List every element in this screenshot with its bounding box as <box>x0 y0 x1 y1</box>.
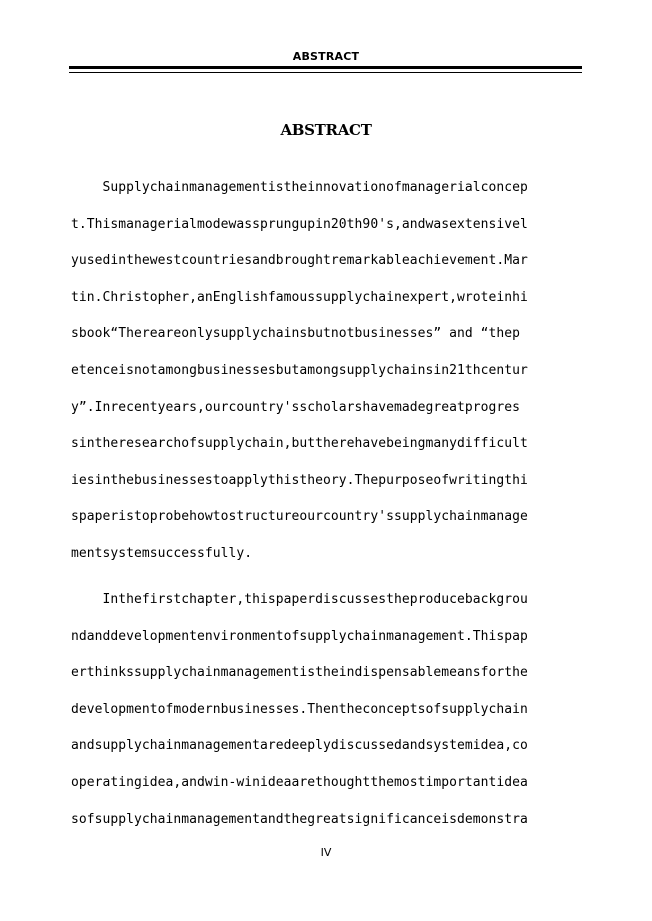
text-line: y”.Inrecentyears,ourcountry'sscholarshavemadegreatprogres <box>71 399 520 415</box>
text-line: sofsupplychainmanagementandthegreatsignificanceisdemonstra <box>71 811 528 827</box>
text-line: andsupplychainmanagementaredeeplydiscussedandsystemidea,co <box>71 738 528 754</box>
text-line: tin.Christopher,anEnglishfamoussupplychainexpert,wroteinhi <box>71 289 528 305</box>
text-line: yusedinthewestcountriesandbroughtremarkableachievement.Mar <box>71 253 528 269</box>
page-number: IV <box>320 846 332 859</box>
paragraph-1 <box>71 170 583 573</box>
text-line: Supplychainmanagementistheinnovationofmanagerialconcep <box>71 180 528 195</box>
header-rule-thick <box>69 66 582 69</box>
running-header: ABSTRACT <box>292 50 360 63</box>
text-line: operatingidea,andwin-winideaarethoughtthemostimportantidea <box>71 774 528 790</box>
header-rule-thin <box>69 72 582 73</box>
text-line: sbook“Thereareonlysupplychainsbutnotbusinesses” and “thep <box>71 326 520 342</box>
text-line: ndanddevelopmentenvironmentofsupplychainmanagement.Thispap <box>71 628 528 644</box>
text-line: mentsystemsuccessfully. <box>71 545 253 561</box>
text-line: sintheresearchofsupplychain,buttherehavebeingmanydifficult <box>71 436 528 452</box>
text-line: Inthefirstchapter,thispaperdiscussestheproducebackgrou <box>71 592 528 607</box>
text-line: etenceisnotamongbusinessesbutamongsupplychainsin21thcentur <box>71 362 528 378</box>
text-line: developmentofmodernbusinesses.Thentheconceptsofsupplychain <box>71 701 528 717</box>
text-line: t.Thismanagerialmodewassprungupin20th90's,andwasextensivel <box>71 216 528 232</box>
page-title: ABSTRACT <box>280 121 372 139</box>
paragraph-2 <box>71 582 583 838</box>
text-line: iesinthebusinessestoapplythistheory.Thepurposeofwritingthi <box>71 472 528 488</box>
text-line: erthinkssupplychainmanagementistheindispensablemeansforthe <box>71 665 528 681</box>
text-line: spaperistoprobehowtostructureourcountry'ssupplychainmanage <box>71 509 528 525</box>
